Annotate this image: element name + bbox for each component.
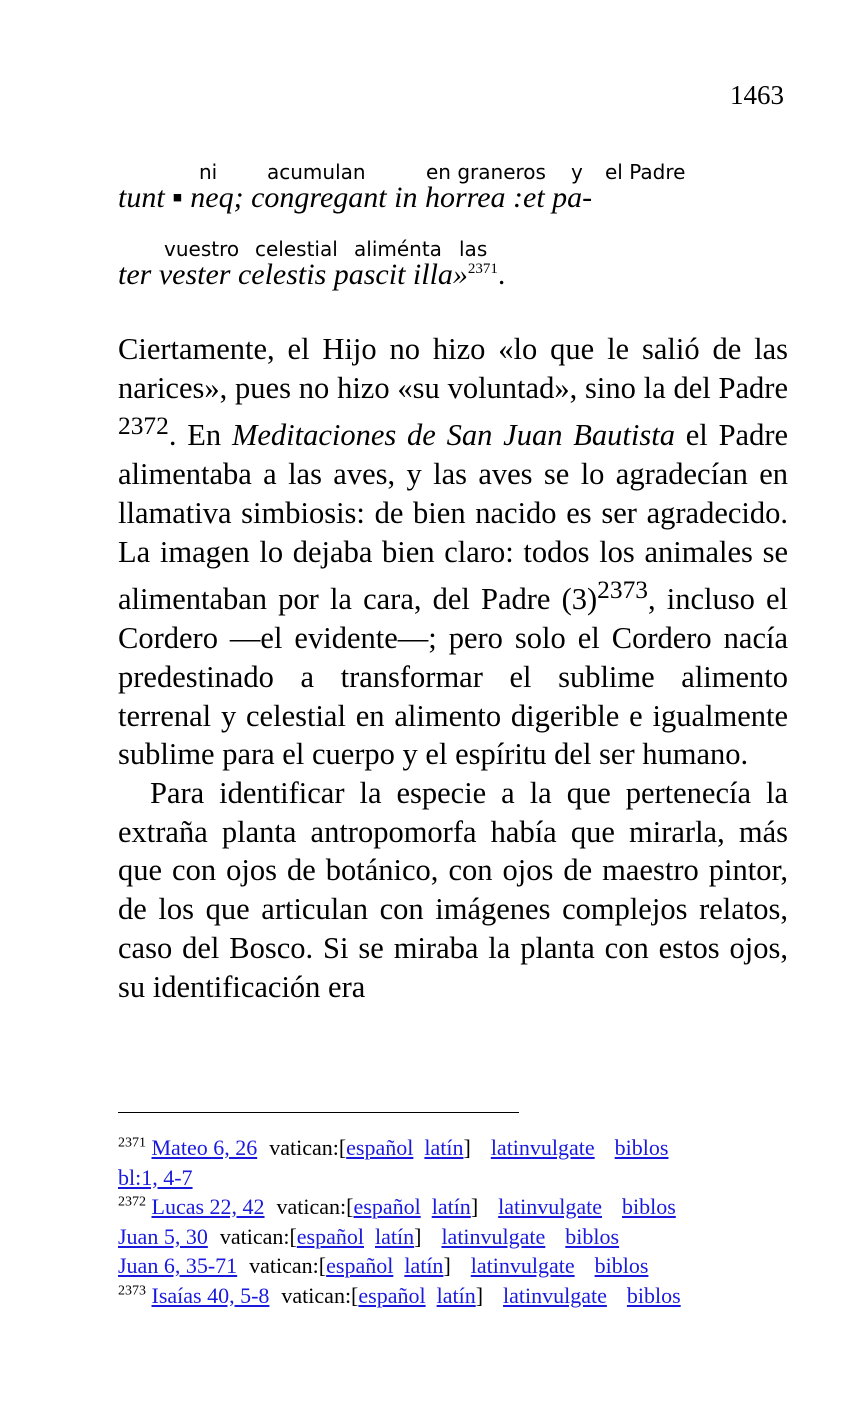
- gloss-word: en graneros: [426, 160, 546, 184]
- gloss-word: vuestro: [164, 237, 240, 261]
- gloss-word: celestial: [255, 237, 338, 261]
- latin-link[interactable]: latín: [436, 1282, 476, 1308]
- text-run: el Padre alimentaba a las aves, y las aves se lo agradecían en llamativa simbiosis: de bien nacido es ser agradecido. La imagen lo dejaba bien claro: todos los animales se alimentaban por la cara, del Padre (3): [118, 418, 789, 617]
- gloss-word: ni: [199, 160, 218, 184]
- biblos-link-continuation[interactable]: bl:1, 4-7: [118, 1164, 193, 1190]
- scripture-link[interactable]: Juan 5, 30: [118, 1223, 208, 1249]
- text-run: Ciertamente, el Hijo no hizo «lo que le salió de las narices», pues no hizo «su voluntad», sino la del Padre: [118, 332, 788, 405]
- latin-link[interactable]: latín: [404, 1253, 444, 1278]
- scripture-link[interactable]: Lucas 22, 42: [151, 1194, 265, 1219]
- footnotes: [118, 1133, 818, 1310]
- footnote-continuation: [118, 1163, 818, 1193]
- footnote-2372-juan6: [118, 1251, 818, 1281]
- bracket: ]: [475, 1282, 484, 1308]
- biblos-link[interactable]: biblos: [594, 1253, 649, 1278]
- latinvulgate-link[interactable]: latinvulgate: [498, 1194, 602, 1219]
- scripture-link[interactable]: Mateo 6, 26: [151, 1135, 258, 1160]
- bracket: ]: [470, 1194, 479, 1219]
- footnote-2372: [118, 1192, 818, 1222]
- biblos-link[interactable]: biblos: [622, 1194, 676, 1219]
- biblos-link[interactable]: biblos: [614, 1135, 669, 1160]
- book-title: Meditaciones de San Juan Bautista: [231, 418, 675, 453]
- scripture-link[interactable]: Isaías 40, 5-8: [151, 1282, 270, 1308]
- latin-end: .: [497, 258, 506, 291]
- latin-link[interactable]: latín: [431, 1194, 471, 1219]
- espanol-link[interactable]: español: [346, 1135, 414, 1160]
- latinvulgate-link[interactable]: latinvulgate: [470, 1253, 575, 1278]
- latinvulgate-link[interactable]: latinvulgate: [490, 1135, 595, 1160]
- scripture-link[interactable]: Juan 6, 35-71: [118, 1253, 238, 1278]
- paragraph: [118, 330, 788, 774]
- page-number: 1463: [730, 80, 784, 110]
- gloss-word: aliménta: [354, 237, 442, 261]
- espanol-link[interactable]: español: [358, 1282, 426, 1308]
- latinvulgate-link[interactable]: latinvulgate: [503, 1282, 607, 1308]
- footnote-ref[interactable]: 2373: [597, 576, 648, 605]
- gloss-word: acumulan: [267, 160, 366, 184]
- gloss-word: y: [571, 160, 583, 184]
- vatican-label: vatican:[: [249, 1253, 327, 1278]
- biblos-link[interactable]: biblos: [626, 1282, 681, 1308]
- body-text: [118, 330, 788, 1006]
- footnote-2373: [118, 1281, 818, 1311]
- latinvulgate-link[interactable]: latinvulgate: [441, 1223, 546, 1249]
- footnote-ref[interactable]: 2371: [467, 261, 498, 277]
- latin-link[interactable]: latín: [375, 1223, 415, 1249]
- footnote-separator: [118, 1112, 519, 1113]
- paragraph: Para identificar la especie a la que pertenecía la extraña planta antropomorfa había que mirarla, más que con ojos de botánico, con ojos de maestro pintor, de los que articulan con imágenes complejos relatos, caso del Bosco. Si se miraba la planta con estos ojos, su identificación era: [118, 776, 788, 1004]
- bracket: ]: [414, 1223, 422, 1249]
- footnote-2371: [118, 1133, 818, 1163]
- footnote-number: 2373: [118, 1283, 146, 1299]
- espanol-link[interactable]: español: [326, 1253, 394, 1278]
- espanol-link[interactable]: español: [296, 1223, 364, 1249]
- biblos-link[interactable]: biblos: [565, 1223, 620, 1249]
- footnote-2372-juan5: [118, 1222, 818, 1252]
- bracket: ]: [463, 1135, 471, 1160]
- vatican-label: vatican:[: [269, 1135, 347, 1160]
- vatican-label: vatican:[: [281, 1282, 359, 1308]
- latin-text: ter vester celestis pascit illa»: [118, 258, 468, 291]
- latin-verse-line: tunt ▪ neq; congregant in horrea :et pa-: [118, 181, 593, 214]
- latin-link[interactable]: latín: [424, 1135, 464, 1160]
- espanol-link[interactable]: español: [353, 1194, 421, 1219]
- footnote-ref[interactable]: 2372: [118, 412, 169, 441]
- bracket: ]: [443, 1253, 451, 1278]
- latin-verse-line: [118, 258, 505, 292]
- text-run: , incluso el Cordero ―el evidente―; pero solo el Cordero nacía predestinado a transformar el sublime alimento terrenal y celestial en alimento digerible e igualmente sublime para el cuerpo y el espíritu del ser humano.: [118, 582, 788, 772]
- gloss-word: las: [459, 237, 488, 261]
- gloss-word: el Padre: [605, 160, 686, 184]
- vatican-label: vatican:[: [276, 1194, 354, 1219]
- footnote-number: 2372: [118, 1194, 146, 1210]
- text-run: . En: [168, 418, 222, 453]
- vatican-label: vatican:[: [219, 1223, 297, 1249]
- footnote-number: 2371: [118, 1135, 146, 1151]
